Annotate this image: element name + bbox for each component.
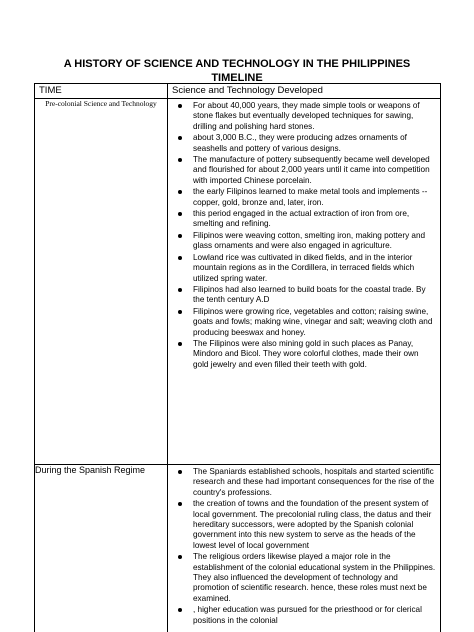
table-row: [35, 99, 441, 465]
bullet-icon: [178, 310, 182, 314]
bullet-list: [168, 465, 440, 629]
bullet-list: [168, 99, 440, 373]
list-item: The Spaniards established schools, hospitals and started scientific research and these had important consequences for the rise of the country's professions.: [168, 467, 436, 498]
list-item: Lowland rice was cultivated in diked fields, and in the interior mountain regions as in the Cordillera, in terraced fields which utilized spring water.: [168, 253, 436, 284]
bullet-icon: [178, 502, 182, 506]
list-item: Filipinos were weaving cotton, smelting iron, making pottery and glass ornaments and were also engaged in agriculture.: [168, 231, 436, 252]
header-developments: Science and Technology Developed: [168, 84, 441, 99]
bullet-icon: [178, 190, 182, 194]
bullet-icon: [178, 256, 182, 260]
list-item: Filipinos had also learned to build boats for the coastal trade. By the tenth century A.D: [168, 285, 436, 306]
list-item: about 3,000 B.C., they were producing adzes ornaments of seashells and pottery of various designs.: [168, 133, 436, 154]
bullet-icon: [178, 158, 182, 162]
time-cell-precolonial: Pre-colonial Science and Technology: [35, 99, 168, 465]
list-item: The religious orders likewise played a major role in the establishment of the colonial educational system in the Philippines. They also influenced the development of technology and promotion of scientific research. hence, these roles must next be examined.: [168, 552, 436, 604]
developments-cell-spanish: [168, 465, 441, 632]
bullet-icon: [178, 104, 182, 108]
title-line-2: TIMELINE: [211, 72, 263, 84]
list-item: , higher education was pursued for the priesthood or for clerical positions in the colonial: [168, 605, 436, 626]
timeline-table: [34, 83, 441, 632]
bullet-icon: [178, 234, 182, 238]
page-title: [20, 57, 454, 85]
bullet-icon: [178, 136, 182, 140]
bullet-icon: [178, 342, 182, 346]
list-item: For about 40,000 years, they made simple tools or weapons of stone flakes but eventually developed techniques for sawing, drilling and polishing hard stones.: [168, 101, 436, 132]
bullet-icon: [178, 470, 182, 474]
list-item: this period engaged in the actual extraction of iron from ore, smelting and refining.: [168, 209, 436, 230]
bullet-icon: [178, 288, 182, 292]
table-row: [35, 465, 441, 632]
list-item: Filipinos were growing rice, vegetables and cotton; raising swine, goats and fowls; making wine, vinegar and salt; weaving cloth and producing beeswax and honey.: [168, 307, 436, 338]
table-header-row: [35, 84, 441, 99]
list-item: The manufacture of pottery subsequently became well developed and flourished for about 2,000 years until it came into competition with imported Chinese porcelain.: [168, 155, 436, 186]
developments-cell-precolonial: [168, 99, 441, 465]
time-cell-spanish: During the Spanish Regime: [35, 465, 168, 632]
title-line-1: A HISTORY OF SCIENCE AND TECHNOLOGY IN THE PHILIPPINES: [63, 58, 411, 70]
bullet-icon: [178, 608, 182, 612]
list-item: The Filipinos were also mining gold in such places as Panay, Mindoro and Bicol. They wore colorful clothes, made their own gold jewelry and even filled their teeth with gold.: [168, 339, 436, 370]
list-item: the early Filipinos learned to make metal tools and implements -- copper, gold, bronze and, later, iron.: [168, 187, 436, 208]
header-time: TIME: [35, 84, 168, 99]
bullet-icon: [178, 555, 182, 559]
list-item: the creation of towns and the foundation of the present system of local government. The precolonial ruling class, the datus and their hereditary successors, were adopted by the Spanish colonial government into this new system to serve as the heads of the lowest level of local government: [168, 499, 436, 551]
bullet-icon: [178, 212, 182, 216]
